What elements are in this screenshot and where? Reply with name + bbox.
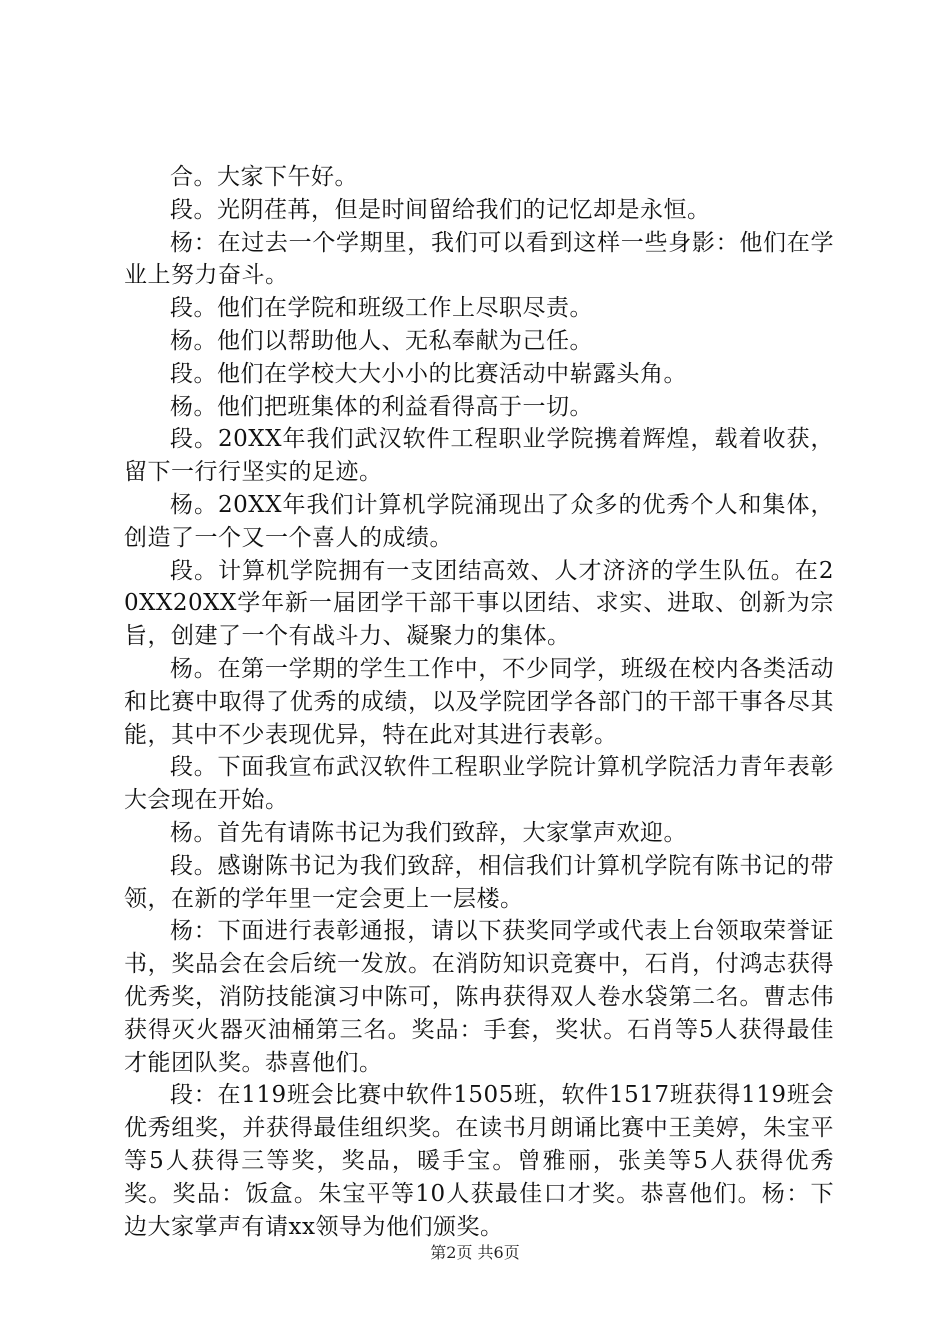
document-body: [124, 161, 834, 1243]
paragraph: 杨。他们以帮助他人、无私奉献为己任。: [170, 327, 593, 354]
paragraph: 段。感谢陈书记为我们致辞，相信我们计算机学院有陈书记的带领，在新的学年里一定会更上一层楼。: [124, 852, 834, 912]
paragraph: 杨。在第一学期的学生工作中，不少同学，班级在校内各类活动和比赛中取得了优秀的成绩，以及学院团学各部门的干部干事各尽其能，其中不少表现优异，特在此对其进行表彰。: [124, 655, 834, 748]
paragraph: 合。大家下午好。: [170, 164, 358, 190]
paragraph: 杨：在过去一个学期里，我们可以看到这样一些身影：他们在学业上努力奋斗。: [124, 229, 834, 289]
paragraph: 段。光阴荏苒，但是时间留给我们的记忆却是永恒。: [170, 196, 711, 223]
paragraph: 段。计算机学院拥有一支团结高效、人才济济的学生队伍。在20XX20XX学年新一届团学干部干事以团结、求实、进取、创新为宗旨，创建了一个有战斗力、凝聚力的集体。: [124, 557, 834, 650]
paragraph: 杨。首先有请陈书记为我们致辞，大家掌声欢迎。: [170, 819, 687, 846]
paragraph: 杨。他们把班集体的利益看得高于一切。: [170, 393, 593, 420]
paragraph: 段。他们在学院和班级工作上尽职尽责。: [170, 295, 593, 322]
paragraph: 杨。20XX年我们计算机学院涌现出了众多的优秀个人和集体，创造了一个又一个喜人的成绩。: [124, 491, 834, 551]
paragraph: 杨：下面进行表彰通报，请以下获奖同学或代表上台领取荣誉证书，奖品会在会后统一发放。在消防知识竞赛中，石肖，付鸿志获得优秀奖，消防技能演习中陈可，陈冉获得双人卷水袋第二名。曹志伟获得灭火器灭油桶第三名。奖品：手套，奖状。石肖等5人获得最佳才能团队奖。恭喜他们。: [124, 918, 834, 1076]
paragraph: 段：在119班会比赛中软件1505班，软件1517班获得119班会优秀组奖，并获得最佳组织奖。在读书月朗诵比赛中王美婷，朱宝平等5人获得三等奖，奖品，暖手宝。曾雅丽，张美等5人获得优秀奖。奖品：饭盒。朱宝平等10人获最佳口才奖。恭喜他们。杨：下边大家掌声有请xx领导为他们颁奖。: [124, 1082, 834, 1240]
paragraph: 段。他们在学校大大小小的比赛活动中崭露头角。: [170, 360, 687, 387]
paragraph: 段。下面我宣布武汉软件工程职业学院计算机学院活力青年表彰大会现在开始。: [124, 754, 834, 814]
paragraph: 段。20XX年我们武汉软件工程职业学院携着辉煌，载着收获，留下一行行坚实的足迹。: [124, 426, 834, 486]
page-number: 第2页 共6页: [430, 1243, 520, 1262]
